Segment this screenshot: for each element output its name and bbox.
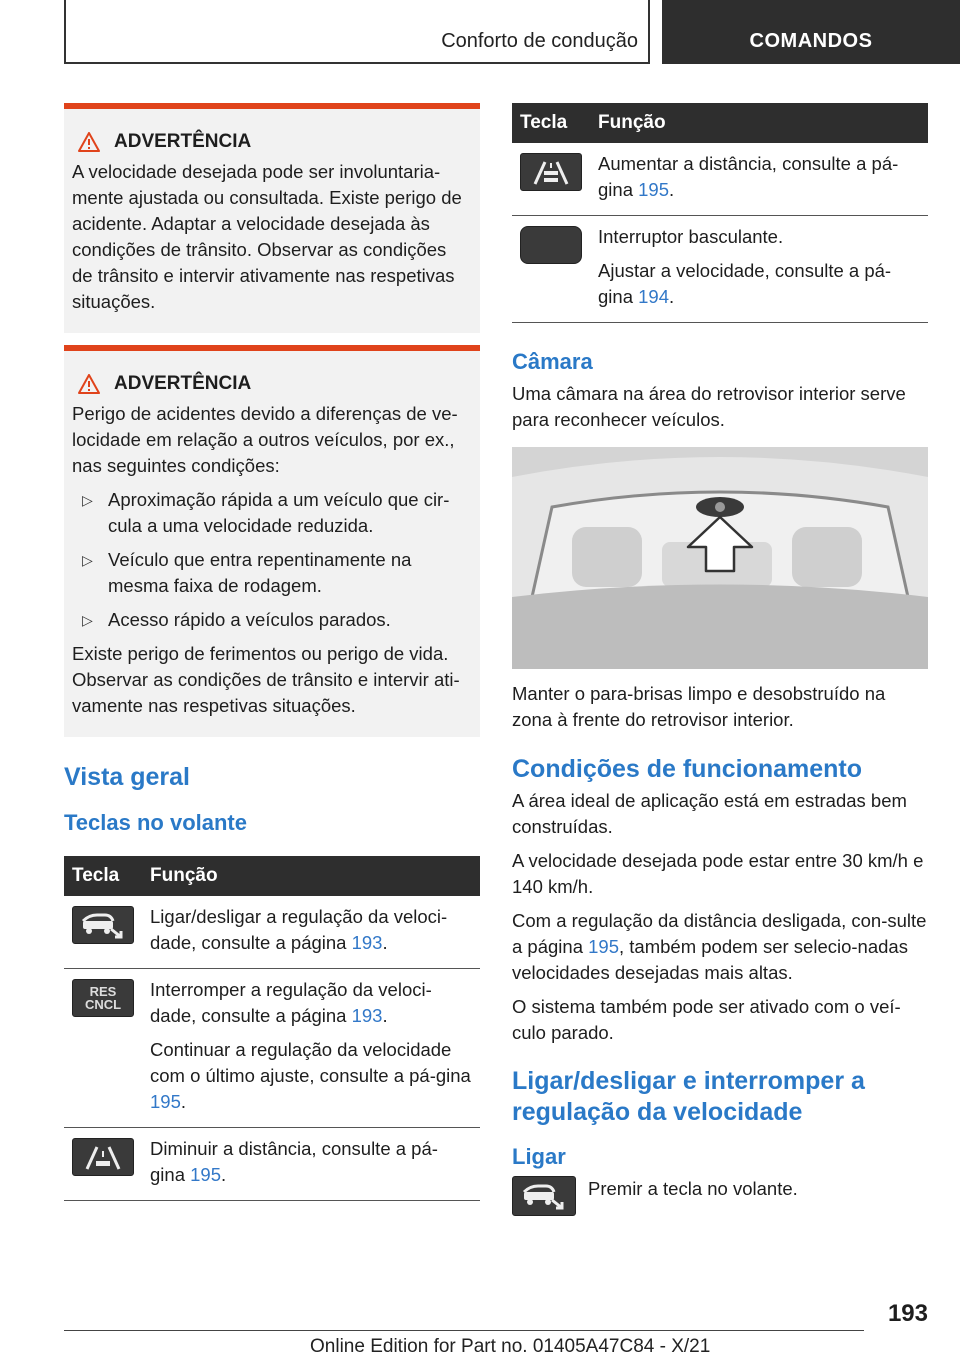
switch-on-instruction [512, 1176, 928, 1216]
punctuation: . [180, 1091, 187, 1112]
table-row [512, 216, 928, 323]
function-text: Aumentar a distância, consulte a pá-gina [598, 153, 899, 200]
list-item: ▷ Veículo que entra repentinamente na mesma faixa de rodagem. [72, 547, 472, 599]
camera-text: Uma câmara na área do retrovisor interior serve para reconhecer veículos. [512, 383, 906, 430]
res-cncl-button-icon [72, 979, 134, 1017]
warning-title [72, 131, 472, 153]
column-header-key: Tecla [64, 856, 142, 896]
right-column [512, 103, 928, 1216]
camera-maintenance-text: Manter o para-brisas limpo e desobstruído na zona à frente do retrovisor interior. [512, 683, 886, 730]
column-header-function: Função [142, 856, 480, 896]
heading-overview: Vista geral [64, 763, 191, 791]
conditions-text-part: Com a regulação da distância desligada, con-sulte a página [512, 910, 927, 957]
footer-edition: Online Edition for Part no. 01405A47C84 - X/21 [310, 1336, 711, 1357]
header-rule-mid [648, 0, 650, 64]
res-cncl-label: RES CNCL [84, 984, 122, 1012]
warning-title-text: ADVERTÊNCIA [114, 131, 252, 152]
table-header-row [512, 103, 928, 143]
cruise-control-button-icon [72, 906, 134, 944]
rocker-switch-icon [520, 226, 582, 264]
function-text: Interruptor basculante. [598, 226, 784, 247]
warning-bullet-list [72, 487, 472, 633]
table-row [512, 143, 928, 216]
function-text: Interromper a regulação da veloci-dade, consulte a página [150, 979, 432, 1026]
conditions-text: O sistema também pode ser ativado com o veí-culo parado. [512, 996, 901, 1043]
page-number: 193 [887, 1300, 928, 1327]
punctuation: . [669, 286, 675, 307]
footer-rule [64, 1330, 864, 1331]
function-text: Continuar a regulação da velocidade com o último ajuste, consulte a pá-gina [150, 1039, 471, 1086]
keys-table [64, 856, 480, 1201]
function-text: Diminuir a distância, consulte a pá-gina [150, 1138, 438, 1185]
punctuation: . [382, 932, 388, 953]
header-chapter-tab[interactable]: COMANDOS [662, 0, 960, 64]
function-text: Ligar/desligar a regulação da veloci-dade, consulte a página [150, 906, 448, 953]
page-link-193[interactable]: 193 [351, 1005, 383, 1026]
heading-conditions: Condições de funcionamento [512, 755, 863, 783]
heading-switch-on: Ligar [512, 1144, 566, 1169]
function-text: Ajustar a velocidade, consulte a pá-gina [598, 260, 892, 307]
warning-box [64, 345, 480, 737]
left-column [64, 103, 480, 1201]
heading-camera: Câmara [512, 349, 593, 374]
table-row [64, 969, 480, 1128]
page-link-195[interactable]: 195 [638, 179, 669, 200]
table-row [64, 896, 480, 969]
warning-title-text: ADVERTÊNCIA [114, 373, 252, 394]
distance-decrease-button-icon [72, 1138, 134, 1176]
conditions-text: A área ideal de aplicação está em estradas bem construídas. [512, 790, 907, 837]
conditions-text: A velocidade desejada pode estar entre 30 km/h e 140 km/h. [512, 850, 924, 897]
page-link-193[interactable]: 193 [351, 932, 383, 953]
punctuation: . [382, 1005, 388, 1026]
camera-illustration [512, 447, 928, 669]
distance-increase-button-icon [520, 153, 582, 191]
header-rule-left [64, 0, 66, 64]
warning-intro: Perigo de acidentes devido a diferenças de ve-locidade em relação a outros veículos, por ex., nas seguintes condições: [72, 403, 458, 476]
warning-outro: Existe perigo de ferimentos ou perigo de vida. Observar as condições de trânsito e intervir ati-vamente nas respetivas situações. [72, 643, 460, 716]
table-header-row [64, 856, 480, 896]
conditions-text-part: , também podem ser selecio-nadas velocidades desejadas mais altas. [512, 936, 908, 983]
rear-window-camera-photo [512, 447, 928, 669]
column-header-function: Função [590, 103, 928, 143]
switch-on-text: Premir a tecla no volante. [588, 1178, 798, 1199]
page-link-195[interactable]: 195 [190, 1164, 221, 1185]
warning-triangle-icon [78, 132, 100, 152]
warning-text: A velocidade desejada pode ser involuntaria-mente ajustada ou consultada. Existe perigo de acidente. Adaptar a velocidade desejada às condições de trânsito. Observar as condições de trânsito e intervir ativamente nas respetivas situações. [72, 161, 462, 312]
table-row [64, 1128, 480, 1201]
warning-triangle-icon [78, 374, 100, 394]
page-link-195[interactable]: 195 [588, 936, 619, 957]
warning-box [64, 103, 480, 333]
cruise-control-button-icon [512, 1176, 576, 1216]
page-link-194[interactable]: 194 [638, 286, 669, 307]
header-section-title: Conforto de condução [441, 30, 638, 52]
conditions-text [512, 908, 928, 986]
warning-title [72, 373, 472, 395]
keys-table-continued [512, 103, 928, 323]
header-rule-bottom [64, 62, 650, 64]
heading-steering-keys: Teclas no volante [64, 810, 247, 835]
list-item: ▷ Aproximação rápida a um veículo que cir-cula a uma velocidade reduzida. [72, 487, 472, 539]
heading-on-off: Ligar/desligar e interromper a regulação da velocidade [512, 1067, 865, 1126]
column-header-key: Tecla [512, 103, 590, 143]
punctuation: . [669, 179, 675, 200]
punctuation: . [221, 1164, 227, 1185]
page-link-195[interactable]: 195 [150, 1091, 181, 1112]
list-item: ▷ Acesso rápido a veículos parados. [72, 607, 472, 633]
